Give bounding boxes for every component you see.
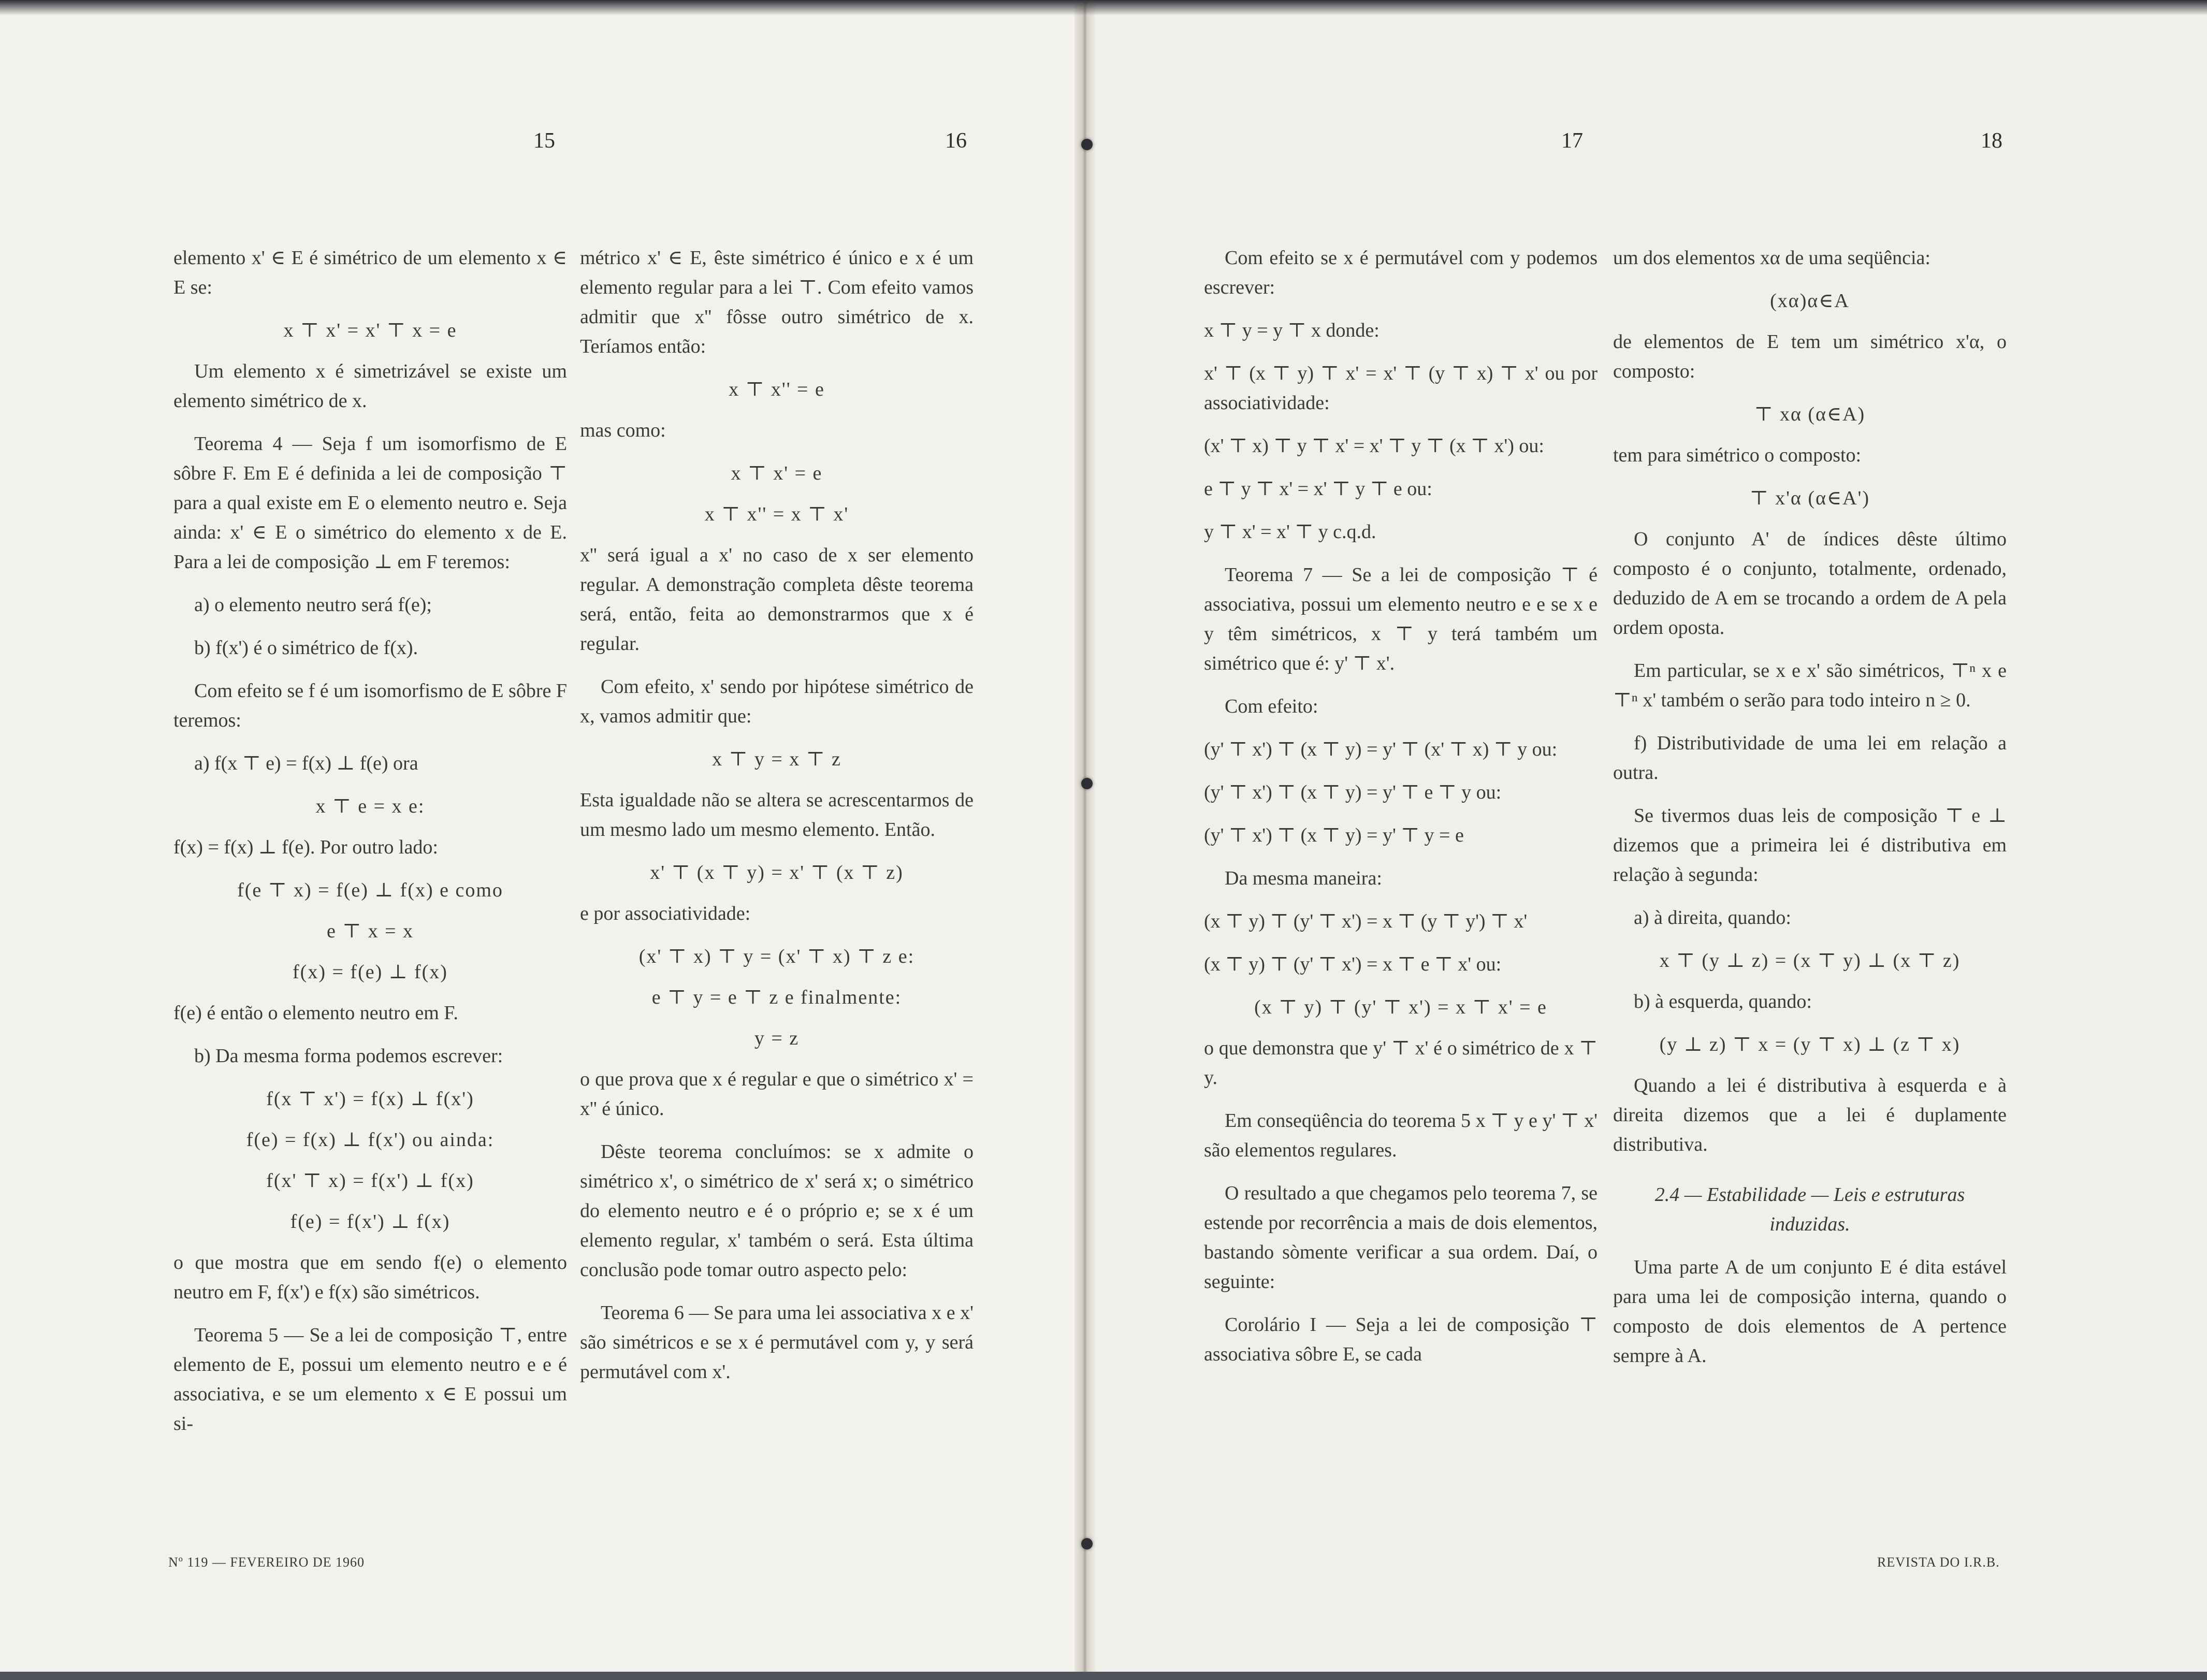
equation-line: f(x) = f(e) ⊥ f(x) — [293, 961, 448, 983]
book-gutter — [1075, 0, 1095, 1680]
paragraph: b) f(x') é o simétrico de f(x). — [194, 637, 418, 659]
equation-line: f(e) = f(x) ⊥ f(x') ou ainda: — [246, 1129, 495, 1151]
equation-line: x' ⊤ (x ⊤ y) = x' ⊤ (x ⊤ z) — [650, 862, 904, 884]
equation-line: e ⊤ y = e ⊤ z e finalmente: — [651, 987, 902, 1008]
paragraph: O conjunto A' de índices dêste último composto é o conjunto, totalmente, ordenado, deduzido de A em se trocando a ordem de A pela ordem oposta. — [1613, 528, 2007, 639]
page-17-column — [1204, 243, 1598, 1383]
paragraph: b) à esquerda, quando: — [1634, 991, 1812, 1012]
paragraph: Corolário I — Seja a lei de composição ⊤ associativa sôbre E, se cada — [1204, 1314, 1598, 1365]
paragraph: (x ⊤ y) ⊤ (y' ⊤ x') = x ⊤ (y ⊤ y') ⊤ x' — [1204, 910, 1528, 932]
paragraph: (y' ⊤ x') ⊤ (x ⊤ y) = y' ⊤ e ⊤ y ou: — [1204, 781, 1502, 803]
paragraph: Teorema 4 — Seja f um isomorfismo de E sôbre F. Em E é definida a lei de composição ⊤ para a qual existe em E o elemento neutro e. Seja ainda: x' ∈ E o simétrico do elemento x de E. Para a lei de composição ⊥ em F teremos: — [173, 433, 567, 573]
paragraph: f) Distributividade de uma lei em relação a outra. — [1613, 732, 2007, 784]
paragraph: b) Da mesma forma podemos escrever: — [194, 1045, 503, 1067]
paragraph: Com efeito se f é um isomorfismo de E sôbre F teremos: — [173, 680, 567, 731]
paragraph: Em particular, se x e x' são simétricos, ⊤ⁿ x e ⊤ⁿ x' também o serão para todo inteiro n ≥ 0. — [1613, 660, 2007, 711]
equation-line: (x ⊤ y) ⊤ (y' ⊤ x') = x ⊤ x' = e — [1254, 996, 1547, 1018]
paragraph: o que demonstra que y' ⊤ x' é o simétrico de x ⊤ y. — [1204, 1037, 1598, 1089]
paragraph: x'' será igual a x' no caso de x ser elemento regular. A demonstração completa dêste teorema será, então, feita ao demonstrarmos que x é regular. — [580, 544, 974, 655]
paragraph: um dos elementos xα de uma seqüência: — [1613, 247, 1930, 269]
paragraph: Um elemento x é simetrizável se existe um elemento simétrico de x. — [173, 360, 567, 412]
equation-line: (xα)α∈A — [1770, 290, 1850, 312]
page-15-column — [173, 243, 567, 1452]
paragraph: (y' ⊤ x') ⊤ (x ⊤ y) = y' ⊤ y = e — [1204, 824, 1464, 846]
paragraph: Teorema 6 — Se para uma lei associativa x e x' são simétricos e se x é permutável com y, y será permutável com x'. — [580, 1302, 974, 1383]
equation-line: (x' ⊤ x) ⊤ y = (x' ⊤ x) ⊤ z e: — [638, 946, 915, 967]
paragraph: Teorema 5 — Se a lei de composição ⊤, entre elemento de E, possui um elemento neutro e e é associativa, e se um elemento x ∈ E possui um si- — [173, 1324, 567, 1435]
paragraph: Da mesma maneira: — [1225, 867, 1382, 889]
page-number-15: 15 — [533, 129, 555, 153]
paragraph: Com efeito, x' sendo por hipótese simétrico de x, vamos admitir que: — [580, 676, 974, 727]
page-15-footer: Nº 119 — FEVEREIRO DE 1960 — [168, 1555, 365, 1570]
equation-line: x ⊤ e = x e: — [315, 795, 425, 817]
equation-line: ⊤ xα (α∈A) — [1754, 403, 1866, 425]
equation-line: f(x' ⊤ x) = f(x') ⊥ f(x) — [266, 1170, 474, 1192]
staple-hole-middle-icon — [1081, 778, 1093, 789]
section-heading: 2.4 — Estabilidade — Leis e estruturas induzidas. — [1654, 1184, 1965, 1235]
paragraph: mas como: — [580, 419, 666, 441]
equation-line: x ⊤ x' = x' ⊤ x = e — [283, 320, 457, 341]
paragraph: O resultado a que chegamos pelo teorema 7, se estende por recorrência a mais de dois elementos, bastando sòmente verificar a sua ordem. Daí, o seguinte: — [1204, 1182, 1598, 1293]
paragraph: a) à direita, quando: — [1634, 907, 1791, 929]
page-18-footer: REVISTA DO I.R.B. — [1877, 1555, 2000, 1570]
paragraph: (x ⊤ y) ⊤ (y' ⊤ x') = x ⊤ e ⊤ x' ou: — [1204, 953, 1502, 975]
page-16-column — [580, 243, 974, 1400]
paragraph: Esta igualdade não se altera se acrescentarmos de um mesmo lado um mesmo elemento. Então. — [580, 789, 974, 841]
paragraph: f(x) = f(x) ⊥ f(e). Por outro lado: — [173, 836, 438, 858]
paragraph: Em conseqüência do teorema 5 x ⊤ y e y' ⊤ x' são elementos regulares. — [1204, 1110, 1598, 1161]
page-number-18: 18 — [1981, 129, 2002, 153]
paragraph: Teorema 7 — Se a lei de composição ⊤ é associativa, possui um elemento neutro e e se x e y têm simétricos, x ⊤ y terá também um simétrico que é: y' ⊤ x'. — [1204, 564, 1598, 674]
equation-line: x ⊤ (y ⊥ z) = (x ⊤ y) ⊥ (x ⊤ z) — [1659, 950, 1961, 972]
paragraph: x ⊤ y = y ⊤ x donde: — [1204, 320, 1380, 341]
equation-line: y = z — [754, 1027, 800, 1049]
page-number-17: 17 — [1561, 129, 1583, 153]
equation-line: ⊤ x'α (α∈A') — [1749, 487, 1870, 509]
equation-line: e ⊤ x = x — [326, 920, 414, 942]
equation-line: x ⊤ x'' = e — [729, 379, 825, 400]
paragraph: métrico x' ∈ E, êste simétrico é único e x é um elemento regular para a lei ⊤. Com efeito vamos admitir que x'' fôsse outro simétrico de x. Teríamos então: — [580, 247, 974, 357]
paragraph: (y' ⊤ x') ⊤ (x ⊤ y) = y' ⊤ (x' ⊤ x) ⊤ y ou: — [1204, 738, 1558, 760]
paragraph: f(e) é então o elemento neutro em F. — [173, 1002, 458, 1024]
paragraph: a) o elemento neutro será f(e); — [194, 594, 432, 616]
equation-line: x ⊤ x'' = x ⊤ x' — [704, 503, 849, 525]
paragraph: Dêste teorema concluímos: se x admite o simétrico x', o simétrico de x' será x; o simétrico do elemento neutro e é o próprio e; se x é um elemento regular, x' também o será. Esta última conclusão pode tomar outro aspecto pelo: — [580, 1141, 974, 1281]
paragraph: Uma parte A de um conjunto E é dita estável para uma lei de composição interna, quando o composto de dois elementos de A pertence sempre à A. — [1613, 1256, 2007, 1367]
paragraph: o que prova que x é regular e que o simétrico x' = x'' é único. — [580, 1068, 974, 1120]
paragraph: o que mostra que em sendo f(e) o elemento neutro em F, f(x') e f(x) são simétricos. — [173, 1252, 567, 1303]
staple-hole-top-icon — [1081, 139, 1093, 150]
equation-line: x ⊤ x' = e — [731, 462, 823, 484]
paragraph: y ⊤ x' = x' ⊤ y c.q.d. — [1204, 521, 1376, 543]
paragraph: e ⊤ y ⊤ x' = x' ⊤ y ⊤ e ou: — [1204, 478, 1432, 500]
paragraph: (x' ⊤ x) ⊤ y ⊤ x' = x' ⊤ y ⊤ (x ⊤ x') ou: — [1204, 435, 1544, 457]
paragraph: e por associatividade: — [580, 903, 751, 924]
paragraph: Se tivermos duas leis de composição ⊤ e ⊥ dizemos que a primeira lei é distributiva em relação à segunda: — [1613, 805, 2007, 886]
equation-line: (y ⊥ z) ⊤ x = (y ⊤ x) ⊥ (z ⊤ x) — [1659, 1034, 1961, 1055]
paragraph: Quando a lei é distributiva à esquerda e à direita dizemos que a lei é duplamente distributiva. — [1613, 1075, 2007, 1155]
equation-line: f(e ⊤ x) = f(e) ⊥ f(x) e como — [237, 879, 503, 901]
paragraph: de elementos de E tem um simétrico x'α, o composto: — [1613, 331, 2007, 382]
equation-line: f(e) = f(x') ⊥ f(x) — [290, 1211, 451, 1233]
paragraph: Com efeito se x é permutável com y podemos escrever: — [1204, 247, 1598, 298]
top-edge-shadow — [0, 0, 2207, 16]
paragraph: Com efeito: — [1225, 696, 1318, 717]
paragraph: x' ⊤ (x ⊤ y) ⊤ x' = x' ⊤ (y ⊤ x) ⊤ x' ou por associatividade: — [1204, 363, 1598, 414]
paragraph: elemento x' ∈ E é simétrico de um elemento x ∈ E se: — [173, 247, 567, 298]
equation-line: f(x ⊤ x') = f(x) ⊥ f(x') — [266, 1088, 474, 1110]
paragraph: a) f(x ⊤ e) = f(x) ⊥ f(e) ora — [194, 752, 418, 774]
page-number-16: 16 — [945, 129, 967, 153]
bottom-edge — [0, 1672, 2207, 1680]
equation-line: x ⊤ y = x ⊤ z — [712, 748, 841, 770]
paragraph: tem para simétrico o composto: — [1613, 444, 1862, 466]
page-18-column — [1613, 243, 2007, 1384]
staple-hole-bottom-icon — [1081, 1538, 1093, 1549]
